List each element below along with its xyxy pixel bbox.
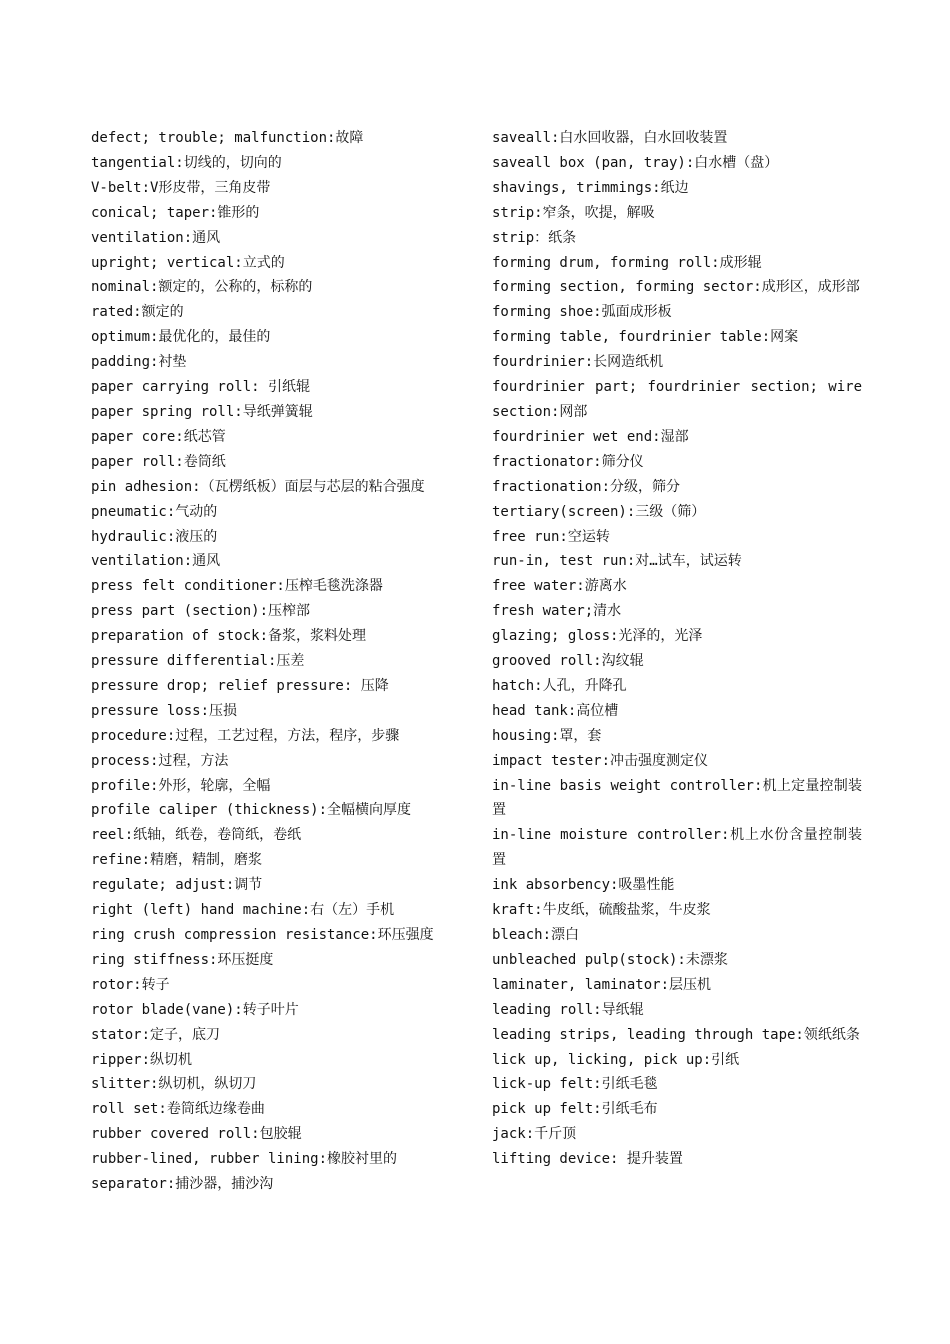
right-column xyxy=(492,126,862,1172)
glossary-entry: process:过程，方法 xyxy=(91,752,229,769)
glossary-entry: saveall:白水回收器，白水回收装置 xyxy=(492,130,728,146)
glossary-entry: separator:捕沙器，捕沙沟 xyxy=(91,1176,274,1193)
glossary-entry: fourdrinier:长网造纸机 xyxy=(492,354,664,371)
glossary-entry: preparation of stock:备浆，浆料处理 xyxy=(91,628,367,645)
glossary-entry: saveall box (pan, tray):白水槽（盘） xyxy=(492,154,779,171)
glossary-entry: profile:外形，轮廓，全幅 xyxy=(91,777,271,794)
glossary-entry: profile caliper (thickness):全幅横向厚度 xyxy=(91,802,412,819)
glossary-entry: pick up felt:引纸毛布 xyxy=(492,1101,658,1118)
glossary-entry: press felt conditioner:压榨毛毯洗涤器 xyxy=(91,578,383,595)
glossary-entry: forming table, fourdrinier table:网案 xyxy=(492,329,799,346)
glossary-entry: impact tester:冲击强度测定仪 xyxy=(492,752,709,769)
glossary-entry: paper roll:卷筒纸 xyxy=(91,453,226,470)
glossary-entry: tertiary(screen):三级（筛） xyxy=(492,503,706,520)
glossary-entry: strip:窄条，吹提，解吸 xyxy=(492,204,655,221)
glossary-entry: press part (section):压榨部 xyxy=(91,603,311,620)
glossary-entry: procedure:过程，工艺过程，方法，程序，步骤 xyxy=(91,727,400,744)
glossary-entry: laminater, laminator:层压机 xyxy=(492,976,712,993)
glossary-entry: free run:空运转 xyxy=(492,528,610,545)
glossary-entry: fractionator:筛分仪 xyxy=(492,453,644,470)
glossary-entry: stator:定子，底刀 xyxy=(91,1026,221,1043)
glossary-entry: bleach:漂白 xyxy=(492,927,580,943)
glossary-entry: reel:纸轴，纸卷，卷筒纸，卷纸 xyxy=(91,827,302,844)
glossary-entry: pneumatic:气动的 xyxy=(91,503,218,520)
glossary-entry: rotor:转子 xyxy=(91,976,170,993)
glossary-entry: lick up, licking, pick up:引纸 xyxy=(492,1051,740,1068)
glossary-entry: roll set:卷筒纸边缘卷曲 xyxy=(91,1101,265,1118)
glossary-entry: pressure drop; relief pressure: 压降 xyxy=(91,677,389,694)
glossary-entry: ring crush compression resistance:环压强度 xyxy=(91,927,434,943)
glossary-entry: optimum:最优化的，最佳的 xyxy=(91,329,271,346)
glossary-entry: ventilation:通风 xyxy=(91,229,221,246)
glossary-entry: jack:千斤顶 xyxy=(492,1126,577,1143)
glossary-entry: fresh water;清水 xyxy=(492,603,622,620)
glossary-entry: conical; taper:锥形的 xyxy=(91,204,260,221)
glossary-entry: ripper:纵切机 xyxy=(91,1051,193,1068)
glossary-entry: strip：纸条 xyxy=(492,229,577,246)
glossary-entry: free water:游离水 xyxy=(492,578,627,595)
glossary-entry: leading strips, leading through tape:领纸纸条 xyxy=(492,1026,860,1043)
glossary-entry: paper core:纸芯管 xyxy=(91,428,226,445)
glossary-entry: pressure loss:压损 xyxy=(91,702,238,719)
glossary-entry: paper carrying roll: 引纸辊 xyxy=(91,379,311,396)
glossary-entry: kraft:牛皮纸，硫酸盐浆，牛皮浆 xyxy=(492,902,711,919)
glossary-entry: run-in, test run:对…试车，试运转 xyxy=(492,553,742,570)
glossary-entry: padding:衬垫 xyxy=(91,354,187,371)
glossary-entry: rotor blade(vane):转子叶片 xyxy=(91,1001,299,1018)
glossary-entry: pin adhesion:（瓦楞纸板）面层与芯层的粘合强度 xyxy=(91,478,425,495)
glossary-entry: head tank:高位槽 xyxy=(492,702,619,719)
glossary-entry: V-belt:V形皮带，三角皮带 xyxy=(91,179,271,196)
glossary-entry: forming section, forming sector:成形区，成形部 xyxy=(492,279,860,296)
glossary-entry: ink absorbency:吸墨性能 xyxy=(492,877,675,894)
glossary-entry: tangential:切线的，切向的 xyxy=(91,154,282,171)
glossary-entry: shavings, trimmings:纸边 xyxy=(492,179,689,196)
glossary-entry: lick-up felt:引纸毛毯 xyxy=(492,1076,658,1093)
glossary-entry: rated:额定的 xyxy=(91,304,184,321)
glossary-entry: refine:精磨，精制，磨浆 xyxy=(91,852,263,869)
glossary-entry: slitter:纵切机，纵切刀 xyxy=(91,1076,257,1093)
glossary-entry: nominal:额定的，公称的，标称的 xyxy=(91,279,313,296)
glossary-entry: right (left) hand machine:右（左）手机 xyxy=(91,902,395,919)
glossary-entry: fractionation:分级，筛分 xyxy=(492,478,681,495)
glossary-entry: glazing; gloss:光泽的，光泽 xyxy=(492,628,703,645)
glossary-entry: rubber-lined, rubber lining:橡胶衬里的 xyxy=(91,1151,398,1168)
glossary-entry: unbleached pulp(stock):未漂浆 xyxy=(492,951,728,968)
glossary-entry: ring stiffness:环压挺度 xyxy=(91,951,274,968)
glossary-entry: forming shoe:弧面成形板 xyxy=(492,304,672,321)
glossary-entry: fourdrinier part; fourdrinier section; wire section:网部 xyxy=(492,379,862,420)
glossary-entry: rubber covered roll:包胶辊 xyxy=(91,1126,302,1143)
glossary-entry: in-line basis weight controller:机上定量控制装置 xyxy=(492,777,862,819)
glossary-entry: leading roll:导纸辊 xyxy=(492,1001,644,1018)
glossary-entry: lifting device: 提升装置 xyxy=(492,1151,683,1168)
glossary-entry: paper spring roll:导纸弹簧辊 xyxy=(91,403,313,420)
glossary-entry: housing:罩，套 xyxy=(492,727,602,744)
glossary-entry: in-line moisture controller:机上水份含量控制装置 xyxy=(492,827,862,869)
left-column xyxy=(91,126,463,1197)
glossary-entry: upright; vertical:立式的 xyxy=(91,254,285,271)
glossary-entry: defect; trouble; malfunction:故障 xyxy=(91,130,364,146)
glossary-entry: grooved roll:沟纹辊 xyxy=(492,653,644,670)
glossary-entry: forming drum, forming roll:成形辊 xyxy=(492,254,762,271)
glossary-entry: regulate; adjust:调节 xyxy=(91,877,263,894)
glossary-entry: pressure differential:压差 xyxy=(91,653,305,670)
glossary-entry: ventilation:通风 xyxy=(91,553,221,570)
glossary-entry: hydraulic:液压的 xyxy=(91,528,218,545)
glossary-entry: fourdrinier wet end:湿部 xyxy=(492,428,689,445)
glossary-entry: hatch:人孔，升降孔 xyxy=(492,677,627,694)
